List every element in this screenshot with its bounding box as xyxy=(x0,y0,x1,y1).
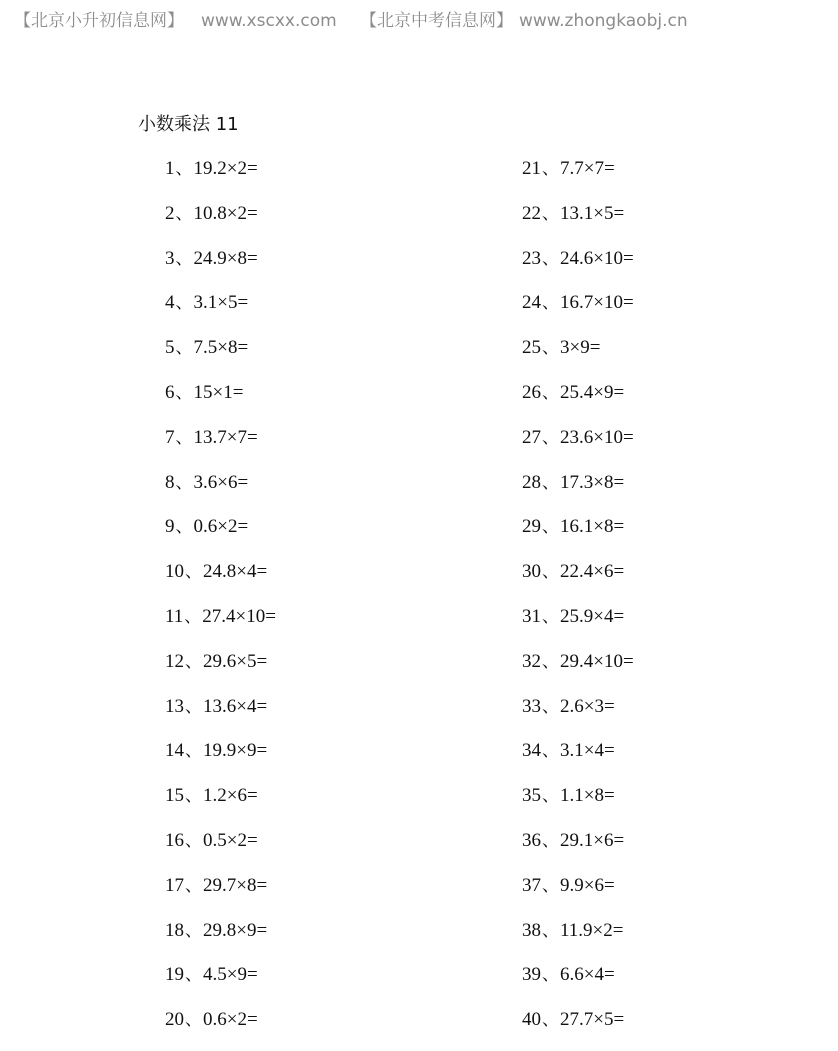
problem-separator: 、 xyxy=(175,427,193,448)
problem-number: 7 xyxy=(165,426,175,448)
problem-item xyxy=(522,289,634,334)
problem-separator: 、 xyxy=(542,920,559,941)
problem-number: 13 xyxy=(165,695,184,717)
problem-item xyxy=(165,827,276,872)
problem-number: 18 xyxy=(165,919,184,941)
problem-separator: 、 xyxy=(542,338,559,359)
problem-item xyxy=(522,827,634,872)
problem-expression: 22.4×6= xyxy=(560,561,625,583)
problem-separator: 、 xyxy=(185,1010,202,1031)
problem-separator: 、 xyxy=(185,830,202,851)
problem-item xyxy=(522,872,634,917)
problem-number: 36 xyxy=(522,829,541,851)
problem-item xyxy=(522,782,634,827)
header-url-xscxx[interactable]: www.xscxx.com xyxy=(201,11,337,31)
problem-number: 16 xyxy=(165,829,184,851)
problem-separator: 、 xyxy=(185,562,202,583)
problem-expression: 0.5×2= xyxy=(203,829,258,851)
problem-number: 39 xyxy=(522,964,541,986)
problem-number: 25 xyxy=(522,337,541,359)
problem-number: 4 xyxy=(165,292,175,314)
problem-expression: 3.1×4= xyxy=(560,740,615,762)
problem-separator: 、 xyxy=(542,159,559,179)
problem-item xyxy=(522,424,634,469)
problem-separator: 、 xyxy=(175,517,193,538)
problem-separator: 、 xyxy=(175,382,193,403)
problem-separator: 、 xyxy=(175,159,193,179)
problem-item xyxy=(522,558,634,603)
problem-item xyxy=(522,379,634,424)
problem-separator: 、 xyxy=(175,293,193,314)
problem-separator: 、 xyxy=(542,741,559,762)
problem-number: 22 xyxy=(522,202,541,224)
problem-separator: 、 xyxy=(542,248,559,269)
problem-separator: 、 xyxy=(542,606,559,627)
problem-separator: 、 xyxy=(542,965,559,986)
problem-expression: 1.1×8= xyxy=(560,785,615,807)
problem-column-right xyxy=(522,155,634,1051)
problem-item xyxy=(522,334,634,379)
problem-separator: 、 xyxy=(175,472,193,493)
problem-separator: 、 xyxy=(175,248,193,269)
problem-number: 9 xyxy=(165,516,175,538)
worksheet-title: 小数乘法 11 xyxy=(138,114,239,135)
problem-number: 31 xyxy=(522,605,541,627)
problem-number: 10 xyxy=(165,561,184,583)
header-site-name-zhongkao: 【北京中考信息网】 xyxy=(360,11,513,31)
problem-item xyxy=(165,782,276,827)
problem-separator: 、 xyxy=(185,920,202,941)
problem-expression: 25.9×4= xyxy=(560,605,625,627)
problem-item xyxy=(165,155,276,200)
header-url-zhongkaobj[interactable]: www.zhongkaobj.cn xyxy=(519,11,688,31)
problem-separator: 、 xyxy=(542,651,559,672)
problem-expression: 7.7×7= xyxy=(560,158,615,179)
problem-number: 21 xyxy=(522,158,541,179)
problem-number: 33 xyxy=(522,695,541,717)
problem-expression: 3.1×5= xyxy=(193,292,249,314)
problem-item xyxy=(522,603,634,648)
problem-number: 20 xyxy=(165,1009,184,1031)
problem-separator: 、 xyxy=(542,875,559,896)
problem-number: 32 xyxy=(522,650,541,672)
problem-expression: 16.1×8= xyxy=(560,516,625,538)
problem-item xyxy=(522,200,634,245)
problem-item xyxy=(165,424,276,469)
problem-number: 3 xyxy=(165,247,175,269)
problem-separator: 、 xyxy=(542,293,559,314)
problem-number: 34 xyxy=(522,740,541,762)
problem-number: 26 xyxy=(522,381,541,403)
problem-expression: 24.9×8= xyxy=(193,247,258,269)
problem-number: 35 xyxy=(522,785,541,807)
problem-separator: 、 xyxy=(542,696,559,717)
problem-item xyxy=(522,245,634,290)
problem-expression: 3.6×6= xyxy=(193,471,249,493)
problem-item xyxy=(165,200,276,245)
problem-item xyxy=(165,334,276,379)
problem-number: 38 xyxy=(522,919,541,941)
problem-number: 17 xyxy=(165,874,184,896)
problem-separator: 、 xyxy=(542,562,559,583)
problem-item xyxy=(165,245,276,290)
problem-separator: 、 xyxy=(185,786,202,807)
problem-expression: 25.4×9= xyxy=(560,381,625,403)
problem-number: 40 xyxy=(522,1009,541,1031)
header-site-name-xiaoshengchu: 【北京小升初信息网】 xyxy=(14,11,184,31)
problem-item xyxy=(522,917,634,962)
problem-item xyxy=(522,1006,634,1051)
problem-number: 6 xyxy=(165,381,175,403)
problem-expression: 16.7×10= xyxy=(560,292,634,314)
problem-separator: 、 xyxy=(542,830,559,851)
problem-number: 8 xyxy=(165,471,175,493)
problem-expression: 23.6×10= xyxy=(560,426,634,448)
problem-column-left xyxy=(165,155,276,1051)
problem-item xyxy=(165,513,276,558)
problem-expression: 10.8×2= xyxy=(193,202,258,224)
problem-expression: 3×9= xyxy=(560,337,601,359)
problem-separator: 、 xyxy=(542,517,559,538)
problem-expression: 29.6×5= xyxy=(203,650,268,672)
problem-number: 14 xyxy=(165,740,184,762)
problem-separator: 、 xyxy=(542,472,559,493)
problem-expression: 15×1= xyxy=(193,381,244,403)
problem-expression: 13.6×4= xyxy=(203,695,268,717)
problem-separator: 、 xyxy=(185,741,202,762)
problem-separator: 、 xyxy=(185,965,202,986)
problem-expression: 19.9×9= xyxy=(203,740,268,762)
problem-expression: 24.8×4= xyxy=(203,561,268,583)
problem-number: 24 xyxy=(522,292,541,314)
problem-expression: 29.4×10= xyxy=(560,650,634,672)
problem-item xyxy=(522,961,634,1006)
problem-separator: 、 xyxy=(542,427,559,448)
problem-item xyxy=(522,513,634,558)
problem-item xyxy=(522,155,634,200)
problem-number: 30 xyxy=(522,561,541,583)
problem-separator: 、 xyxy=(185,651,202,672)
problem-number: 19 xyxy=(165,964,184,986)
problem-item xyxy=(165,1006,276,1051)
problem-item xyxy=(522,648,634,693)
problem-expression: 13.7×7= xyxy=(193,426,258,448)
problem-separator: 、 xyxy=(185,875,202,896)
problem-number: 5 xyxy=(165,337,175,359)
problem-number: 11 xyxy=(165,605,184,627)
problem-expression: 11.9×2= xyxy=(560,919,624,941)
problem-number: 27 xyxy=(522,426,541,448)
problem-number: 28 xyxy=(522,471,541,493)
problem-item xyxy=(522,737,634,782)
problem-item xyxy=(165,648,276,693)
problem-separator: 、 xyxy=(185,696,202,717)
problem-separator: 、 xyxy=(542,203,559,224)
problem-number: 12 xyxy=(165,650,184,672)
problem-expression: 29.7×8= xyxy=(203,874,268,896)
problem-expression: 0.6×2= xyxy=(203,1009,258,1031)
problem-number: 23 xyxy=(522,247,541,269)
problem-item xyxy=(165,558,276,603)
problem-item xyxy=(522,693,634,738)
problem-expression: 19.2×2= xyxy=(193,158,258,179)
problem-expression: 24.6×10= xyxy=(560,247,634,269)
problem-expression: 29.1×6= xyxy=(560,829,625,851)
problem-expression: 29.8×9= xyxy=(203,919,268,941)
problem-expression: 0.6×2= xyxy=(193,516,249,538)
problem-number: 37 xyxy=(522,874,541,896)
problem-item xyxy=(165,693,276,738)
problem-item xyxy=(165,603,276,648)
problem-number: 29 xyxy=(522,516,541,538)
problem-expression: 6.6×4= xyxy=(560,964,615,986)
problem-expression: 17.3×8= xyxy=(560,471,625,493)
problem-item xyxy=(165,289,276,334)
problem-separator: 、 xyxy=(542,382,559,403)
problem-expression: 27.7×5= xyxy=(560,1009,625,1031)
problem-number: 15 xyxy=(165,785,184,807)
problem-expression: 2.6×3= xyxy=(560,695,615,717)
problem-expression: 4.5×9= xyxy=(203,964,258,986)
problem-separator: 、 xyxy=(175,203,193,224)
problem-item xyxy=(165,917,276,962)
problem-item xyxy=(165,379,276,424)
problem-separator: 、 xyxy=(175,338,193,359)
problem-separator: 、 xyxy=(542,1010,559,1031)
problem-number: 1 xyxy=(165,158,175,179)
problem-item xyxy=(165,737,276,782)
problem-item xyxy=(522,469,634,514)
problem-item xyxy=(165,872,276,917)
problem-item xyxy=(165,961,276,1006)
problem-expression: 9.9×6= xyxy=(560,874,615,896)
problem-expression: 27.4×10= xyxy=(202,605,276,627)
problem-expression: 7.5×8= xyxy=(193,337,249,359)
page-header xyxy=(0,9,838,33)
problem-separator: 、 xyxy=(184,606,202,627)
problem-separator: 、 xyxy=(542,786,559,807)
problem-expression: 1.2×6= xyxy=(203,785,258,807)
problem-number: 2 xyxy=(165,202,175,224)
problem-expression: 13.1×5= xyxy=(560,202,625,224)
problem-item xyxy=(165,469,276,514)
